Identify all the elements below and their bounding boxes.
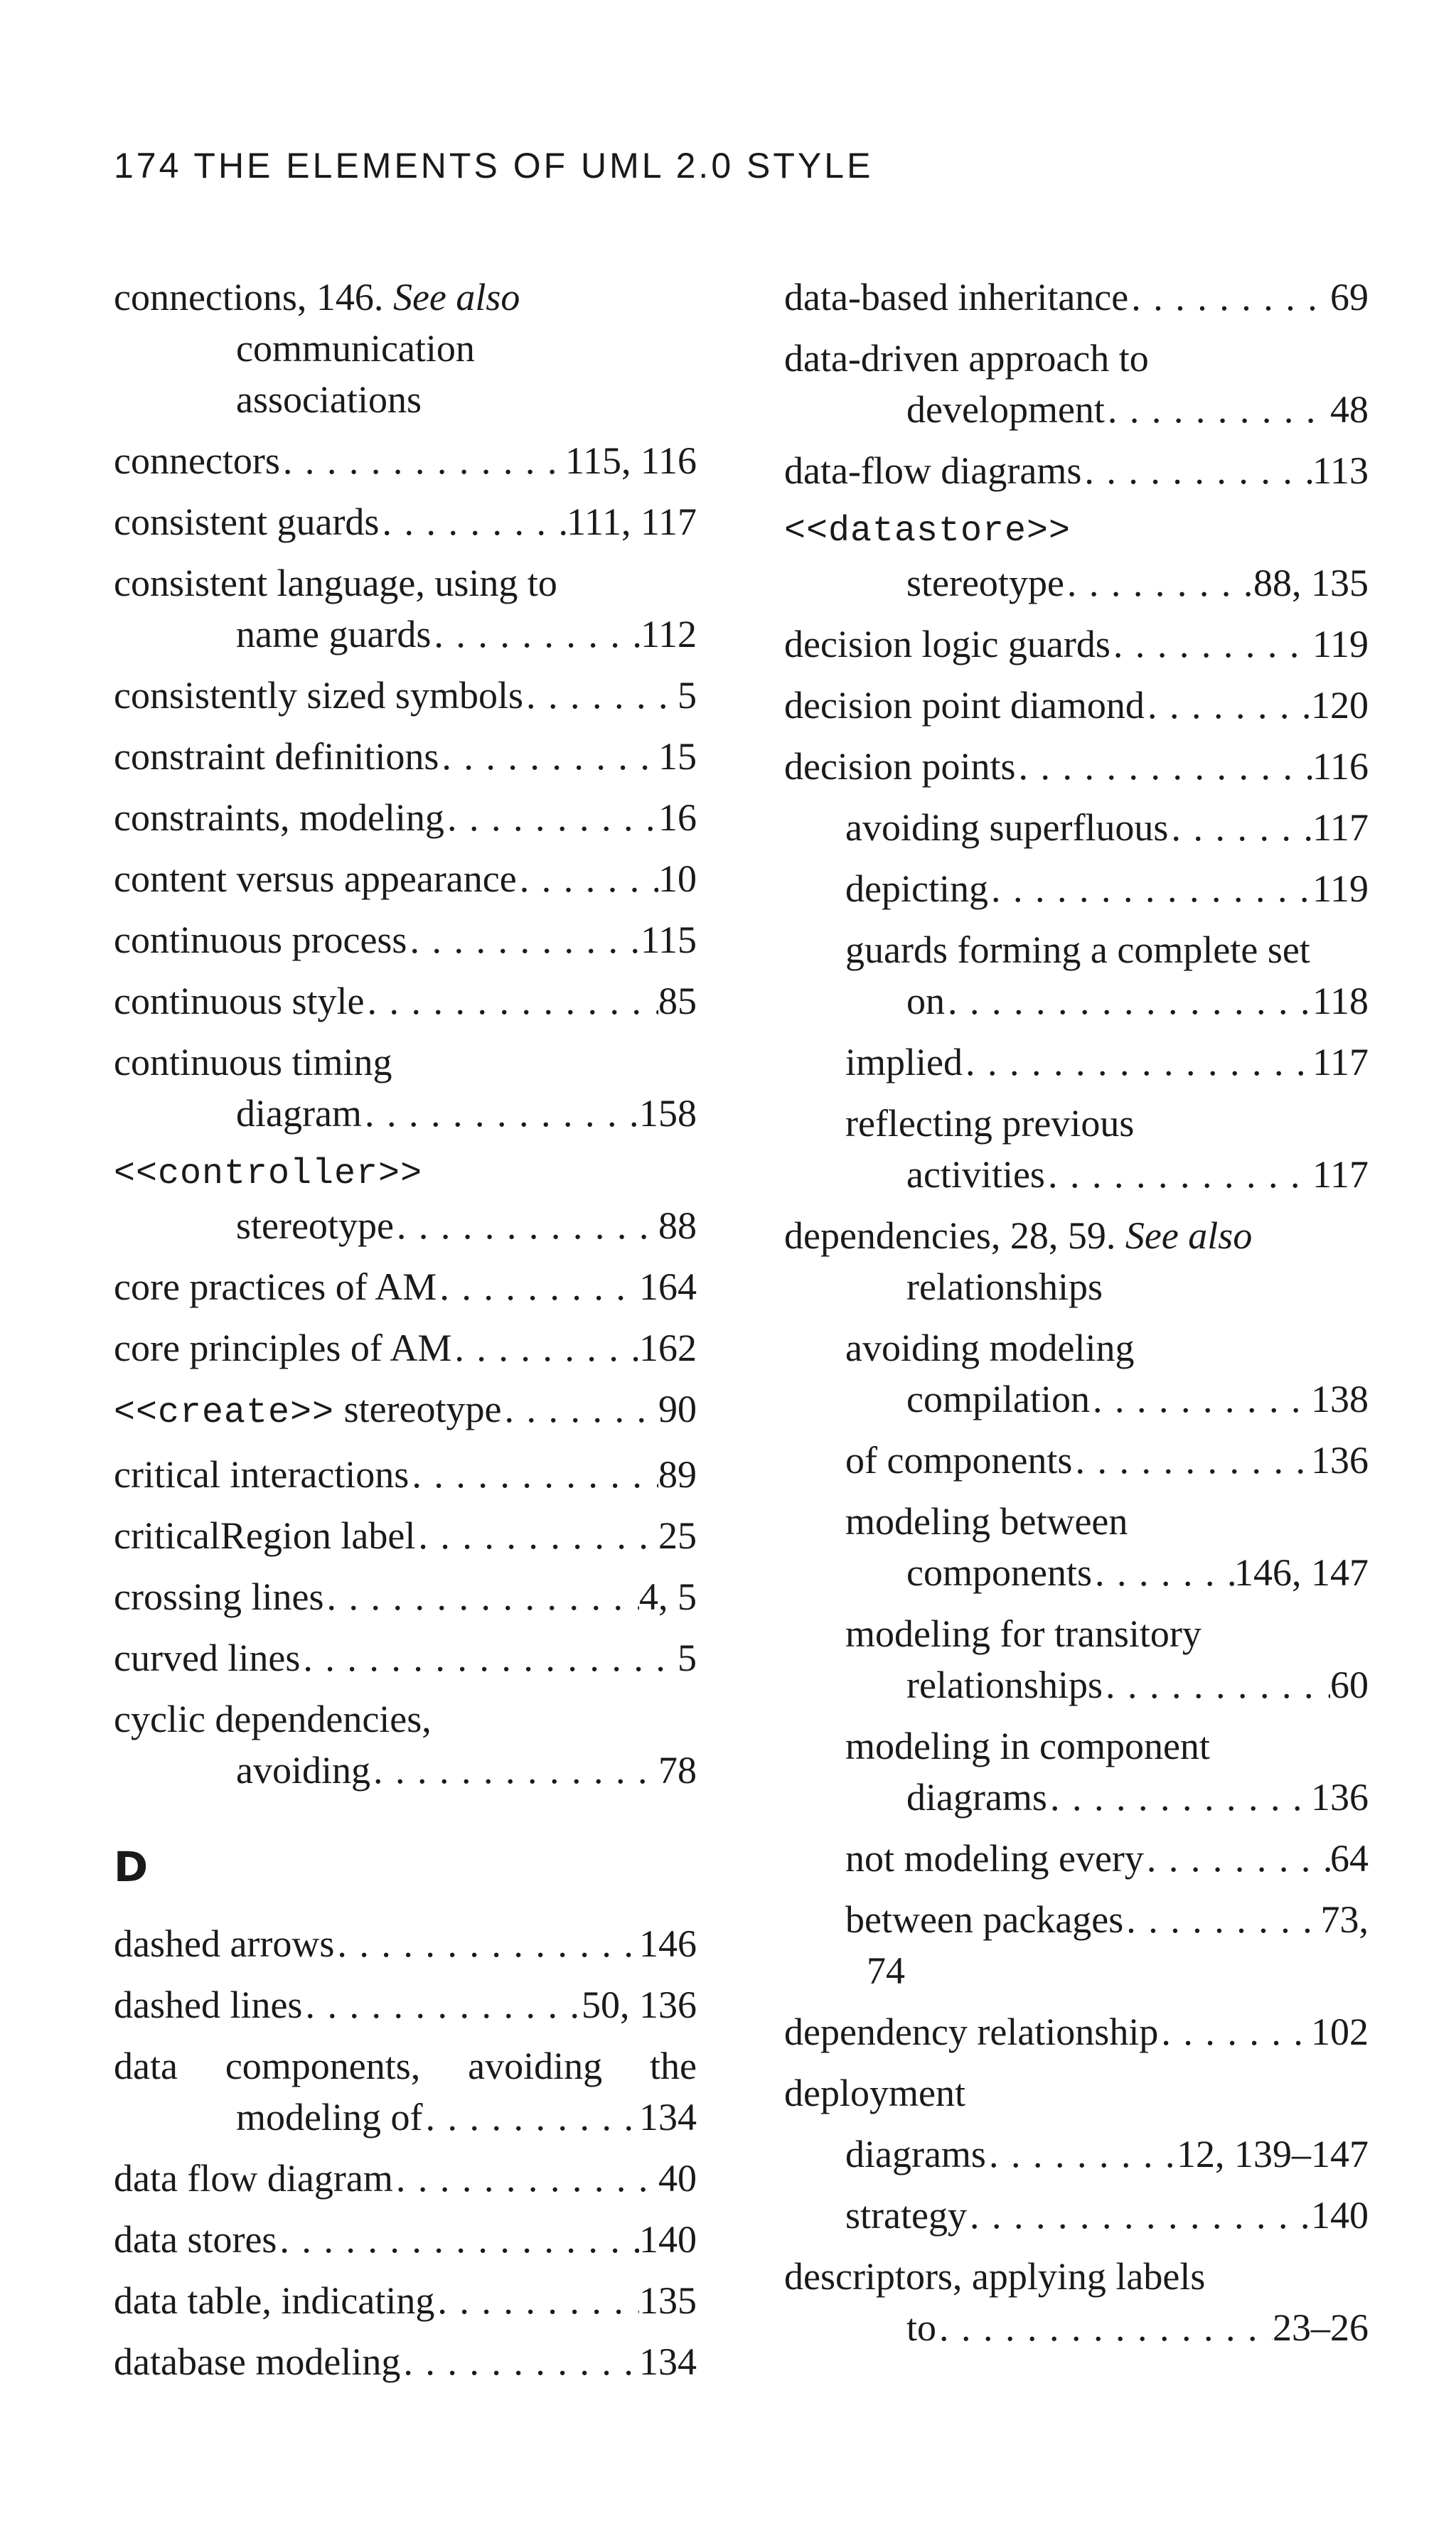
- entry-pages: 12, 139–147: [1177, 2133, 1369, 2175]
- dot-leader: [1072, 1435, 1311, 1486]
- index-entry: [114, 853, 697, 904]
- entry-term: guards forming a complete set: [845, 928, 1310, 971]
- index-entry: [114, 2153, 697, 2204]
- entry-pages: 25: [658, 1514, 697, 1557]
- entry-pages: 116: [1312, 745, 1369, 788]
- dot-leader: [362, 1088, 639, 1139]
- dot-leader: [1144, 1833, 1330, 1884]
- index-entry: [114, 1632, 697, 1684]
- entry-term: avoiding modeling: [845, 1327, 1135, 1369]
- dot-leader: [1090, 1374, 1311, 1425]
- entry-term-cont: associations: [236, 378, 422, 421]
- dot-leader: [1045, 1149, 1312, 1200]
- entry-term-cont: diagrams: [906, 1776, 1047, 1819]
- entry-pages: 5: [678, 1637, 697, 1679]
- dot-leader: [1092, 1547, 1234, 1598]
- dot-leader: [415, 1510, 658, 1561]
- entry-term-cont: development: [906, 388, 1105, 431]
- entry-term: modeling in component: [845, 1725, 1210, 1767]
- dot-leader: [439, 731, 658, 782]
- entry-pages: 73,: [1320, 1898, 1369, 1941]
- dot-leader: [379, 496, 567, 547]
- entry-pages: 136: [1311, 1439, 1369, 1482]
- entry-term: data-driven approach to: [784, 337, 1149, 380]
- dot-leader: [422, 2092, 639, 2143]
- dot-leader: [1123, 1894, 1320, 1945]
- entry-term: between packages: [845, 1898, 1124, 1941]
- index-entry: [114, 1383, 697, 1439]
- dot-leader: [370, 1745, 658, 1796]
- entry-term: deployment: [784, 2072, 965, 2114]
- index-entry: [784, 333, 1369, 435]
- entry-pages: 146: [639, 1922, 697, 1965]
- entry-term-cont: communication: [236, 327, 475, 370]
- see-also: See also: [1125, 1214, 1253, 1257]
- entry-pages: 15: [658, 735, 697, 778]
- entry-term: critical interactions: [114, 1453, 410, 1496]
- entry-term: cyclic dependencies,: [114, 1698, 432, 1740]
- dot-leader: [407, 914, 641, 965]
- entry-term-cont: diagram: [236, 1092, 362, 1135]
- entry-term-cont: relationships: [906, 1265, 1103, 1308]
- entry-pages: 140: [639, 2218, 697, 2261]
- entry-pages: 113: [1312, 449, 1369, 492]
- dot-leader: [334, 1918, 639, 1969]
- entry-pages: 134: [639, 2096, 697, 2138]
- entry-term-code: <<create>>: [114, 1393, 335, 1433]
- entry-term: constraints, modeling: [114, 796, 444, 839]
- dot-leader: [1158, 2006, 1311, 2057]
- entry-term: data-flow diagrams: [784, 449, 1082, 492]
- entry-term-cont: relationships: [906, 1664, 1103, 1706]
- dot-leader: [437, 1261, 639, 1312]
- entry-pages: 158: [639, 1092, 697, 1135]
- index-entry: [114, 914, 697, 965]
- index-entry: [114, 1261, 697, 1312]
- index-entry: [114, 1149, 697, 1251]
- dot-leader: [431, 609, 641, 660]
- entry-term: continuous timing: [114, 1041, 392, 1083]
- entry-term-cont: avoiding: [236, 1749, 370, 1792]
- entry-pages: 164: [639, 1265, 697, 1308]
- entry-term: stereotype: [334, 1388, 502, 1430]
- dot-leader: [501, 1383, 658, 1435]
- dot-leader: [1103, 1659, 1330, 1711]
- index-subentry: [845, 1098, 1369, 1200]
- entry-pages: 10: [658, 857, 697, 900]
- index-entry: [114, 2275, 697, 2326]
- dot-leader: [323, 1571, 639, 1622]
- entry-term: criticalRegion label: [114, 1514, 416, 1557]
- entry-pages: 162: [639, 1327, 697, 1369]
- entry-pages: 64: [1330, 1837, 1369, 1880]
- see-also: See also: [392, 276, 520, 318]
- entry-term: consistent language, using to: [114, 562, 557, 604]
- index-subentry: [845, 1720, 1369, 1823]
- dot-leader: [400, 2336, 639, 2387]
- entry-pages: 23–26: [1273, 2306, 1369, 2349]
- entry-term: data stores: [114, 2218, 277, 2261]
- index-entry: [114, 1693, 697, 1796]
- dot-leader: [1168, 802, 1312, 853]
- entry-pages: 40: [658, 2157, 697, 2200]
- entry-term: curved lines: [114, 1637, 301, 1679]
- entry-term: <<datastore>>: [784, 511, 1071, 552]
- entry-term: modeling between: [845, 1500, 1128, 1543]
- index-entry: [114, 2336, 697, 2387]
- entry-pages: 134: [639, 2340, 697, 2383]
- entry-term: diagrams: [845, 2133, 986, 2175]
- dot-leader: [434, 2275, 639, 2326]
- entry-term: implied: [845, 1041, 963, 1083]
- index-entry: [114, 1322, 697, 1374]
- index-entry: [114, 1918, 697, 1969]
- dot-leader: [444, 792, 658, 843]
- dot-leader: [394, 1200, 658, 1251]
- entry-term: not modeling every: [845, 1837, 1144, 1880]
- index-column-right: [784, 272, 1369, 2363]
- entry-pages: 117: [1312, 1041, 1369, 1083]
- entry-pages: 117: [1312, 1153, 1369, 1196]
- entry-term-cont: stereotype: [236, 1204, 394, 1247]
- entry-term: connections, 146.: [114, 276, 384, 318]
- dot-leader: [963, 1037, 1312, 1088]
- index-entry: [784, 506, 1369, 609]
- dot-leader: [1105, 384, 1330, 435]
- entry-pages: 48: [1330, 388, 1369, 431]
- entry-term: decision logic guards: [784, 623, 1110, 665]
- index-entry: [114, 1979, 697, 2030]
- index-entry: [114, 435, 697, 486]
- index-entry: [784, 680, 1369, 731]
- dot-leader: [1145, 680, 1311, 731]
- index-subentry: [845, 1322, 1369, 1425]
- entry-pages: 111, 117: [567, 500, 697, 543]
- dot-leader: [1110, 619, 1312, 670]
- dot-leader: [1015, 741, 1312, 792]
- entry-term: dashed arrows: [114, 1922, 335, 1965]
- dot-leader: [451, 1322, 639, 1374]
- entry-term: database modeling: [114, 2340, 401, 2383]
- entry-term: dependencies, 28, 59.: [784, 1214, 1116, 1257]
- entry-pages: 120: [1311, 684, 1369, 727]
- entry-pages: 16: [658, 796, 697, 839]
- entry-pages: 50, 136: [582, 1984, 697, 2026]
- entry-term: reflecting previous: [845, 1102, 1135, 1145]
- dot-leader: [1064, 557, 1253, 609]
- entry-pages: 78: [658, 1749, 697, 1792]
- entry-term: continuous process: [114, 919, 407, 961]
- entry-pages: 117: [1312, 806, 1369, 849]
- index-entry: [114, 792, 697, 843]
- dot-leader: [945, 975, 1312, 1027]
- entry-pages: 4, 5: [639, 1575, 697, 1618]
- index-subentry: [845, 1833, 1369, 1884]
- index-entry: [784, 619, 1369, 670]
- index-subentry: [845, 1608, 1369, 1711]
- dot-leader: [364, 975, 658, 1027]
- index-entry: [114, 1571, 697, 1622]
- index-subentry: [845, 924, 1369, 1027]
- entry-term-cont: name guards: [236, 613, 432, 655]
- dot-leader: [936, 2302, 1273, 2353]
- index-entry-connections: [114, 272, 697, 425]
- index-entry: [114, 2214, 697, 2265]
- entry-term-cont: to: [906, 2306, 937, 2349]
- entry-term: connectors: [114, 439, 280, 482]
- dot-leader: [280, 435, 565, 486]
- index-subentry: [845, 802, 1369, 853]
- index-entry: [114, 496, 697, 547]
- entry-term: crossing lines: [114, 1575, 324, 1618]
- index-entry: [114, 670, 697, 721]
- entry-term: dashed lines: [114, 1984, 303, 2026]
- entry-term-cont: on: [906, 980, 945, 1022]
- entry-pages-cont: 74: [867, 1949, 905, 1992]
- dot-leader: [523, 670, 678, 721]
- entry-pages: 69: [1330, 276, 1369, 318]
- entry-term: constraint definitions: [114, 735, 439, 778]
- entry-pages: 85: [658, 980, 697, 1022]
- running-header: 174 THE ELEMENTS OF UML 2.0 STYLE: [114, 146, 874, 186]
- index-entry: [114, 1449, 697, 1500]
- entry-term: decision points: [784, 745, 1016, 788]
- dot-leader: [409, 1449, 658, 1500]
- index-entry: [784, 445, 1369, 496]
- entry-pages: 112: [641, 613, 697, 655]
- entry-pages: 88: [658, 1204, 697, 1247]
- entry-term: decision point diamond: [784, 684, 1145, 727]
- entry-pages: 135: [639, 2279, 697, 2322]
- entry-pages: 138: [1311, 1378, 1369, 1420]
- index-entry: [784, 2067, 1369, 2119]
- entry-term: core practices of AM: [114, 1265, 437, 1308]
- index-subentry: [845, 1435, 1369, 1486]
- entry-term: data components, avoiding the: [114, 2045, 697, 2087]
- index-subentry: [845, 1894, 1369, 1996]
- entry-term-cont: components: [906, 1551, 1092, 1594]
- entry-pages: 5: [678, 674, 697, 717]
- index-entry: [114, 557, 697, 660]
- entry-pages: 146, 147: [1234, 1551, 1369, 1594]
- dot-leader: [1047, 1772, 1311, 1823]
- entry-pages: 119: [1312, 623, 1369, 665]
- entry-term: <<controller>>: [114, 1154, 423, 1194]
- index-entry: [784, 2006, 1369, 2057]
- entry-term: consistent guards: [114, 500, 380, 543]
- entry-pages: 60: [1330, 1664, 1369, 1706]
- index-entry: [114, 731, 697, 782]
- entry-pages: 118: [1312, 980, 1369, 1022]
- index-entry: [114, 2040, 697, 2143]
- dot-leader: [393, 2153, 658, 2204]
- entry-pages: 88, 135: [1253, 562, 1369, 604]
- section-letter: D: [114, 1843, 149, 1891]
- entry-term: data flow diagram: [114, 2157, 393, 2200]
- index-entry-dependencies: [784, 1210, 1369, 1312]
- index-subentry: [845, 863, 1369, 914]
- dot-leader: [986, 2129, 1177, 2180]
- dot-leader: [517, 853, 658, 904]
- entry-term-cont: compilation: [906, 1378, 1090, 1420]
- index-entry: [114, 975, 697, 1027]
- entry-term: of components: [845, 1439, 1073, 1482]
- index-entry: [784, 272, 1369, 323]
- entry-term: strategy: [845, 2194, 967, 2237]
- entry-pages: 115, 116: [565, 439, 697, 482]
- entry-term: content versus appearance: [114, 857, 517, 900]
- dot-leader: [277, 2214, 639, 2265]
- entry-term: modeling for transitory: [845, 1612, 1201, 1655]
- dot-leader: [967, 2190, 1311, 2241]
- index-entry: [784, 2251, 1369, 2353]
- entry-pages: 115: [641, 919, 697, 961]
- entry-term: depicting: [845, 867, 988, 910]
- entry-term: avoiding superfluous: [845, 806, 1169, 849]
- index-subentry: [845, 2190, 1369, 2241]
- entry-term: dependency relationship: [784, 2011, 1159, 2053]
- dot-leader: [302, 1979, 582, 2030]
- entry-term-cont: activities: [906, 1153, 1045, 1196]
- dot-leader: [988, 863, 1312, 914]
- entry-term: data table, indicating: [114, 2279, 435, 2322]
- index-entry: [114, 1037, 697, 1139]
- entry-term: core principles of AM: [114, 1327, 452, 1369]
- index-subentry: [845, 2129, 1369, 2180]
- entry-pages: 89: [658, 1453, 697, 1496]
- entry-pages: 140: [1311, 2194, 1369, 2237]
- entry-term: descriptors, applying labels: [784, 2255, 1206, 2298]
- index-column-left: [114, 272, 697, 2397]
- entry-term-cont: modeling of: [236, 2096, 423, 2138]
- index-subentry: [845, 1037, 1369, 1088]
- dot-leader: [1128, 272, 1330, 323]
- entry-pages: 119: [1312, 867, 1369, 910]
- entry-term: consistently sized symbols: [114, 674, 523, 717]
- index-entry: [784, 741, 1369, 792]
- entry-term: data-based inheritance: [784, 276, 1129, 318]
- dot-leader: [1081, 445, 1312, 496]
- entry-term-cont: stereotype: [906, 562, 1064, 604]
- dot-leader: [300, 1632, 678, 1684]
- index-subentry: [845, 1496, 1369, 1598]
- entry-term: continuous style: [114, 980, 365, 1022]
- index-entry: [114, 1510, 697, 1561]
- entry-pages: 102: [1311, 2011, 1369, 2053]
- entry-pages: 136: [1311, 1776, 1369, 1819]
- entry-pages: 90: [658, 1388, 697, 1430]
